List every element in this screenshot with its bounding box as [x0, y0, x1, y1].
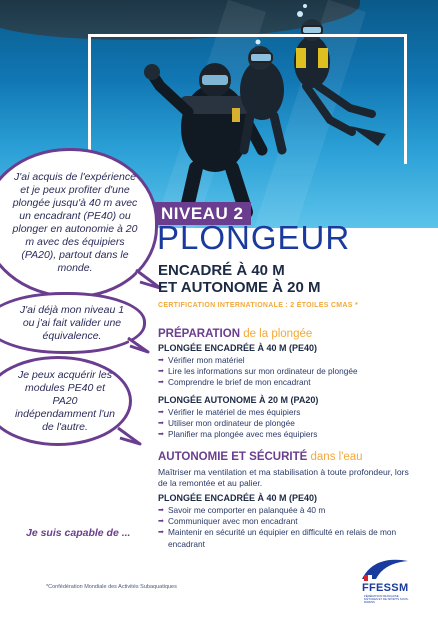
- speech-bubble-text: J'ai acquis de l'expérience et je peux profiter d'une plongée jusqu'à 40 m avec un encadrant (PE40) ou plonger en autonomie à 20 m avec des équipiers (PA20), partout dans le monde.: [12, 171, 138, 274]
- bubble-tail-icon: [116, 426, 142, 448]
- frame-line-top: [88, 34, 406, 37]
- section-title-light: dans l'eau: [307, 451, 363, 463]
- section-title-light: de la plongée: [240, 328, 313, 340]
- speech-bubble-text: J'ai déjà mon niveau 1 ou j'ai fait valider une équivalence.: [19, 303, 125, 342]
- frame-line-right: [404, 34, 407, 164]
- speech-bubble-modules: [0, 356, 132, 446]
- group-title-prep-pa20: PLONGÉE AUTONOME À 20 M (PA20): [158, 395, 319, 405]
- list-item: ➡ Savoir me comporter en palanquée à 40 m: [158, 505, 413, 516]
- list-item: ➡ Maintenir en sécurité un équipier en difficulté en relais de mon encadrant: [158, 527, 413, 549]
- list-item: ➡ Vérifier le matériel de mes équipiers: [158, 407, 317, 418]
- capable-label: Je suis capable de ...: [26, 527, 131, 539]
- page-title: PLONGEUR: [157, 219, 351, 256]
- list-item: ➡ Planifier ma plongée avec mes équipiers: [158, 429, 317, 440]
- frame-line-left: [88, 34, 91, 164]
- list-item: ➡ Lire les informations sur mon ordinateur de plongée: [158, 366, 358, 377]
- ffessm-logo: [354, 553, 416, 613]
- list-prep-pa20: [158, 407, 317, 441]
- section-title-strong: AUTONOMIE ET SÉCURITÉ: [158, 451, 308, 463]
- level-badge: NIVEAU 2: [155, 202, 251, 225]
- logo-name: FFESSM: [362, 582, 409, 594]
- autonomie-intro: Maîtriser ma ventilation et ma stabilisation à toute profondeur, lors de la remontée et au palier.: [158, 467, 409, 488]
- list-auto-pe40: [158, 505, 413, 550]
- list-item: ➡ Communiquer avec mon encadrant: [158, 516, 413, 527]
- list-item: ➡ Vérifier mon matériel: [158, 355, 358, 366]
- speech-bubble-text: Je peux acquérir les modules PE40 et PA20 indépendamment l'un de l'autre.: [14, 368, 116, 433]
- wave-logo-icon: [354, 553, 416, 583]
- logo-tagline: FÉDÉRATION FRANÇAISE D'ÉTUDES ET DE SPORTS SOUS-MARINS: [364, 594, 409, 605]
- section-title-strong: PRÉPARATION: [158, 328, 240, 340]
- certification-line: CERTIFICATION INTERNATIONALE : 2 ÉTOILES CMAS *: [158, 302, 358, 309]
- bubble-tail-icon: [126, 336, 150, 356]
- section-title-autonomie: [158, 451, 363, 463]
- list-item: ➡ Comprendre le brief de mon encadrant: [158, 377, 358, 388]
- list-item: ➡ Utiliser mon ordinateur de plongée: [158, 418, 317, 429]
- subtitle-line-2: ET AUTONOME À 20 M: [158, 279, 321, 296]
- section-title-preparation: [158, 328, 312, 340]
- speech-bubble-prerequisite: [0, 292, 146, 354]
- group-title-prep-pe40: PLONGÉE ENCADRÉE À 40 M (PE40): [158, 343, 318, 353]
- list-prep-pe40: [158, 355, 358, 389]
- subtitle-line-1: ENCADRÉ À 40 M: [158, 262, 285, 279]
- footnote: *Confédération Mondiale des Activités Subaquatiques: [46, 584, 177, 590]
- group-title-auto-pe40: PLONGÉE ENCADRÉE À 40 M (PE40): [158, 493, 318, 503]
